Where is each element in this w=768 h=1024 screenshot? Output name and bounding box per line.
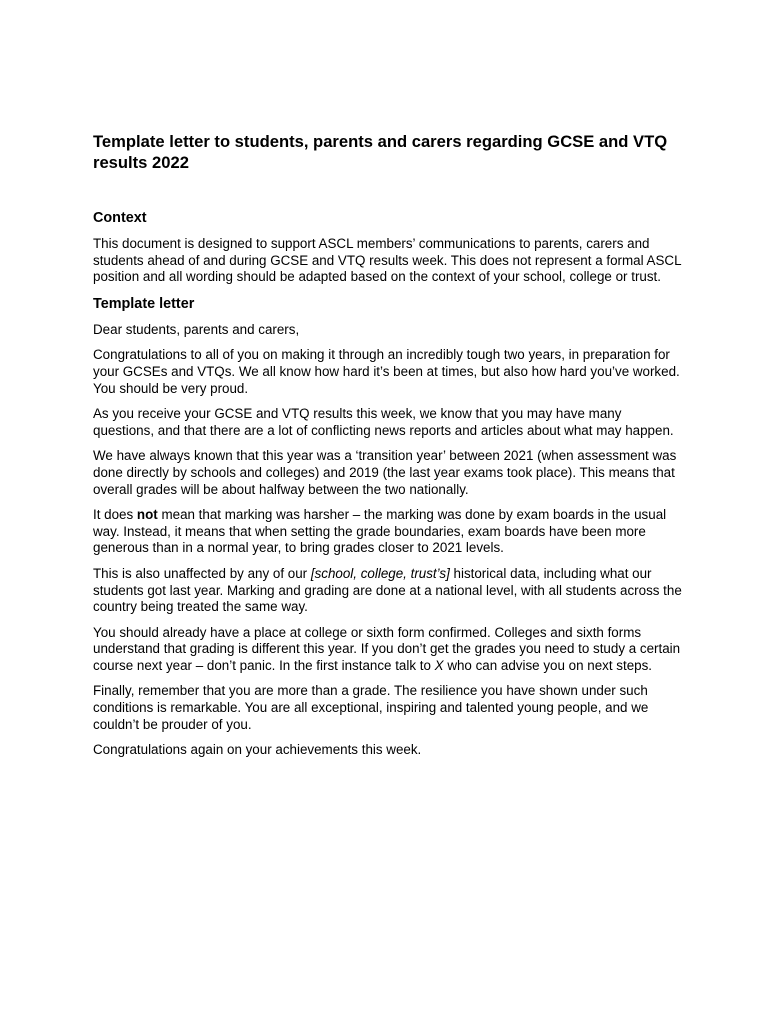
letter-salutation: Dear students, parents and carers, xyxy=(93,321,300,337)
letter-paragraph-resilience: Finally, remember that you are more than a grade. The resilience you have shown under such conditions is remarkable. You are all exceptional, inspiring and talented young people, and we couldn’t be prouder of you. xyxy=(93,683,649,732)
document-page xyxy=(93,131,683,768)
marking-text-emphasis: not xyxy=(136,507,158,523)
next-steps-text-before: You should already have a place at college or sixth form confirmed. Colleges and sixth forms understand that grading is different this year. If you don’t get the grades you need to study a certain course next year – don’t panic. In the first instance talk to xyxy=(93,624,681,673)
historical-text-before: This is also unaffected by any of our xyxy=(93,565,311,581)
next-steps-text-after: who can advise you on next steps. xyxy=(443,657,653,673)
historical-text-after: historical data, including what our students got last year. Marking and grading are done at a national level, with all students across the country being treated the same way. xyxy=(93,565,682,615)
next-steps-text-placeholder: X xyxy=(434,657,444,673)
marking-text-after: mean that marking was harsher – the marking was done by exam boards in the usual way. Instead, it means that when setting the grade boundaries, exam boards have been more generous than in a normal year, to bring grades closer to 2021 levels. xyxy=(93,507,667,556)
letter-paragraph-next-steps xyxy=(93,625,683,675)
letter-paragraph-transition-year: We have always known that this year was a ‘transition year’ between 2021 (when assessment was done directly by schools and colleges) and 2019 (the last year exams took place). This means that overall grades will be about halfway between the two nationally. xyxy=(93,448,677,497)
letter-paragraph-closing: Congratulations again on your achievements this week. xyxy=(93,742,422,758)
template-letter-heading: Template letter xyxy=(93,295,195,312)
marking-text-before: It does xyxy=(93,507,137,523)
historical-text-placeholder: [school, college, trust’s] xyxy=(310,565,450,581)
letter-paragraph-historical-data xyxy=(93,566,683,616)
document-title: Template letter to students, parents and carers regarding GCSE and VTQ results 2022 xyxy=(93,132,668,172)
letter-paragraph-congratulations: Congratulations to all of you on making it through an incredibly tough two years, in preparation for your GCSEs and VTQs. We all know how hard it’s been at times, but also how hard you’ve worked. You should be very proud. xyxy=(93,347,680,396)
context-paragraph: This document is designed to support ASCL members’ communications to parents, carers and students ahead of and during GCSE and VTQ results week. This does not represent a formal ASCL position and all wording should be adapted based on the context of your school, college or trust. xyxy=(93,236,682,285)
context-heading: Context xyxy=(93,210,147,226)
letter-paragraph-results-week: As you receive your GCSE and VTQ results this week, we know that you may have many questions, and that there are a lot of conflicting news reports and articles about what may happen. xyxy=(93,406,674,438)
letter-paragraph-marking xyxy=(93,507,683,557)
